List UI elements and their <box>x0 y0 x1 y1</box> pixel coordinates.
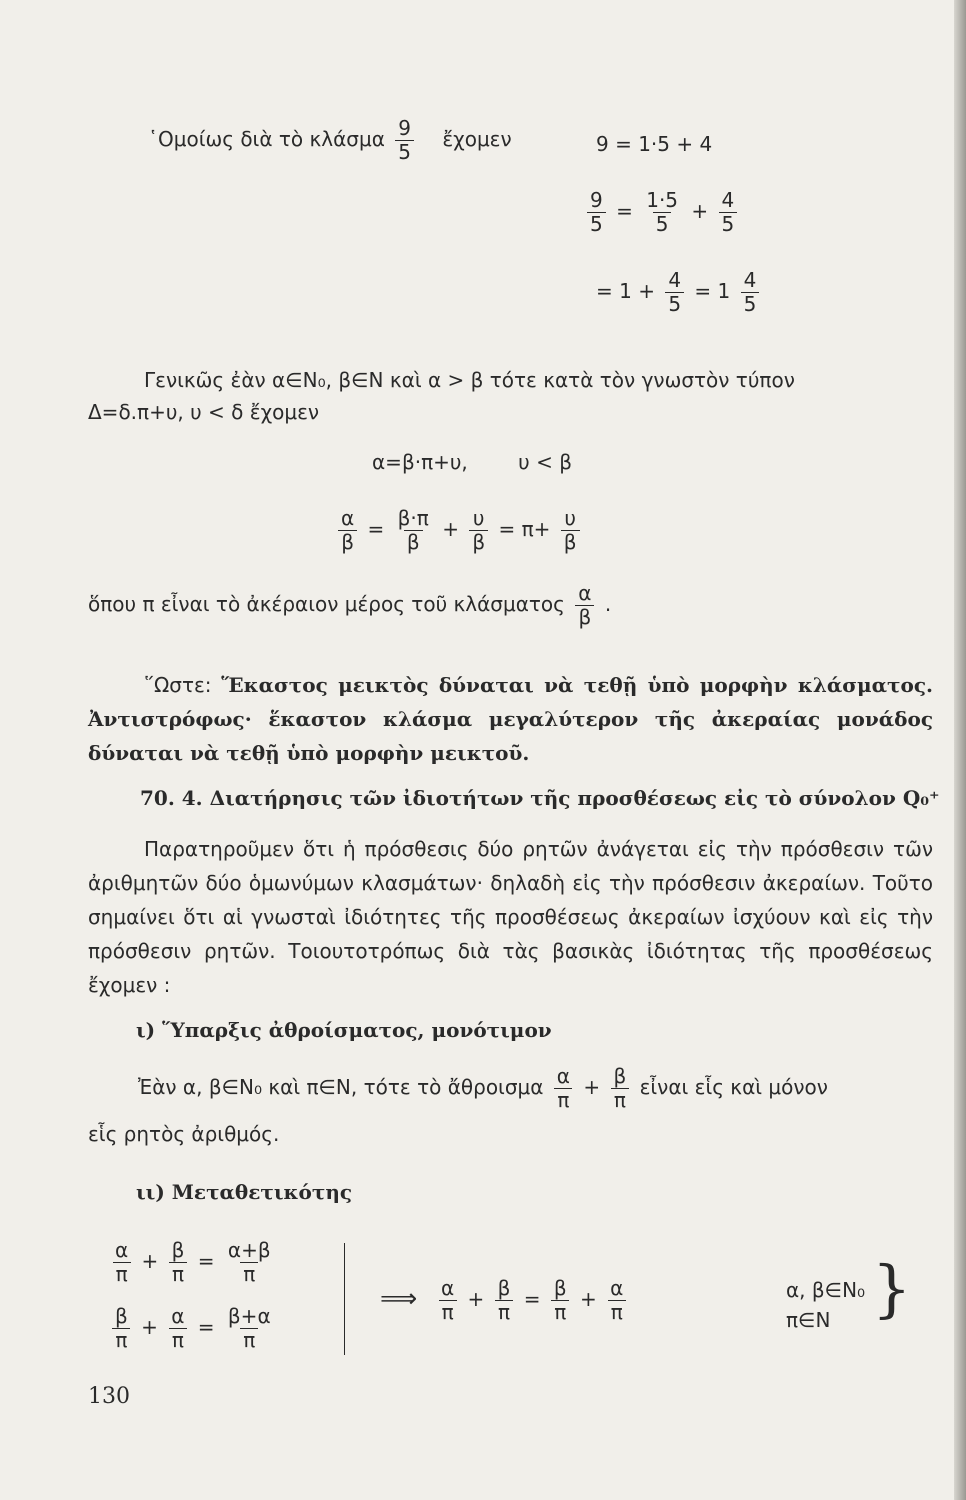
property1-line: Ἐὰν α, β∈N₀ καὶ π∈N, τότε τὸ ἄθροισμα $\frac{\alpha}{\pi}$ + $\frac{\beta}{\pi}$ εἶναι εἷς καὶ μόνον <box>138 1064 828 1112</box>
page-edge <box>954 0 966 1500</box>
equation-division: 9 = 1·5 + 4 <box>596 132 713 156</box>
conclusion-paragraph: ῞Ωστε: Ἕκαστος μεικτὸς δύναται νὰ τεθῇ ὑπὸ μορφὴν κλάσματος. Ἀντιστρόφως· ἕκαστον κλάσμα μεγαλύτερον τῆς ἀκεραίας μονάδος δύναται νὰ τεθῇ ὑπὸ μορφὴν μεικτοῦ. <box>88 673 933 765</box>
section-title: 70. 4. Διατήρησις τῶν ἰδιοτήτων τῆς προσθέσεως εἰς τὸ σύνολον Q₀⁺ <box>140 786 940 810</box>
general-line-2: Δ=δ.π+υ, υ < δ ἔχομεν <box>88 400 320 424</box>
equation-fraction-split: $\frac{9}{5}$ = $\frac{1\cdot 5}{5}$ + $\frac{4}{5}$ <box>583 190 741 235</box>
equation-general-division: α=β·π+υ, υ < β <box>372 450 572 474</box>
condition-1: α, β∈N₀ <box>786 1278 866 1302</box>
right-bracket-line <box>344 1243 345 1355</box>
equation-general-fraction: $\frac{\alpha}{\beta}$ = $\frac{\beta\cdot\pi}{\beta}$ + $\frac{\upsilon}{\beta}$ = π+ $\frac{\upsilon}{\beta}$ <box>334 508 584 553</box>
commutative-result: $\frac{\alpha}{\pi}$ + $\frac{\beta}{\pi}$ = $\frac{\beta}{\pi}$ + $\frac{\alpha}{\pi}$ <box>434 1278 630 1323</box>
page-number: 130 <box>88 1384 130 1409</box>
property2-heading: ιι) Μεταθετικότης <box>136 1180 353 1204</box>
general-line-1: Γενικῶς ἐὰν α∈N₀, β∈N καὶ α > β τότε κατὰ τὸν γνωστὸν τύπον <box>144 368 795 392</box>
conclusion-bold-text: Ἕκαστος μεικτὸς δύναται νὰ τεθῇ ὑπὸ μορφὴν κλάσματος. Ἀντιστρόφως· ἕκαστον κλάσμα μεγαλύτερον τῆς ἀκεραίας μονάδος δύναται νὰ τεθῇ ὑπὸ μορφὴν μεικτοῦ. <box>88 673 933 765</box>
commutative-row-2: $\frac{\beta}{\pi}$ + $\frac{\alpha}{\pi}$ = $\frac{\beta+\alpha}{\pi}$ <box>108 1306 278 1351</box>
property1-heading: ι) Ὕπαρξις ἀθροίσματος, μονότιμον <box>136 1018 552 1042</box>
equation-mixed-number: = 1 + $\frac{4}{5}$ = 1 $\frac{4}{5}$ <box>596 270 763 315</box>
echomen-word: ἔχομεν <box>442 127 512 151</box>
condition-2: π∈N <box>786 1308 831 1332</box>
example-intro-text: ῾Ομοίως διὰ τὸ κλάσμα <box>148 127 385 151</box>
implies-arrow: ⟹ <box>380 1284 418 1314</box>
right-curly-brace: } <box>872 1252 912 1325</box>
fraction-nine-fifths: $\frac{9}{5}$ <box>395 118 414 163</box>
property1-line-2: εἷς ρητὸς ἀριθμός. <box>88 1122 280 1146</box>
section-body: Παρατηροῦμεν ὅτι ἡ πρόσθεσις δύο ρητῶν ἀνάγεται εἰς τὴν πρόσθεσιν τῶν ἀριθμητῶν δύο ὁμωνύμων κλασμάτων· δηλαδὴ εἰς τὴν πρόσθεσιν ἀκεραίων. Τοῦτο σημαίνει ὅτι αἱ γνωσταὶ ἰδιότητες τῆς προσθέσεως ἀκεραίων ἰσχύουν καὶ εἰς τὴν πρόσθεσιν ρητῶν. Τοιουτοτρόπως διὰ τὰς βασικὰς ἰδιότητας τῆς προσθέσεως ἔχομεν : <box>88 837 933 997</box>
where-line: ὅπου π εἶναι τὸ ἀκέραιον μέρος τοῦ κλάσματος $\frac{\alpha}{\beta}$ . <box>88 581 612 629</box>
commutative-row-1: $\frac{\alpha}{\pi}$ + $\frac{\beta}{\pi}$ = $\frac{\alpha+\beta}{\pi}$ <box>108 1240 278 1285</box>
example-intro-line <box>148 118 512 163</box>
